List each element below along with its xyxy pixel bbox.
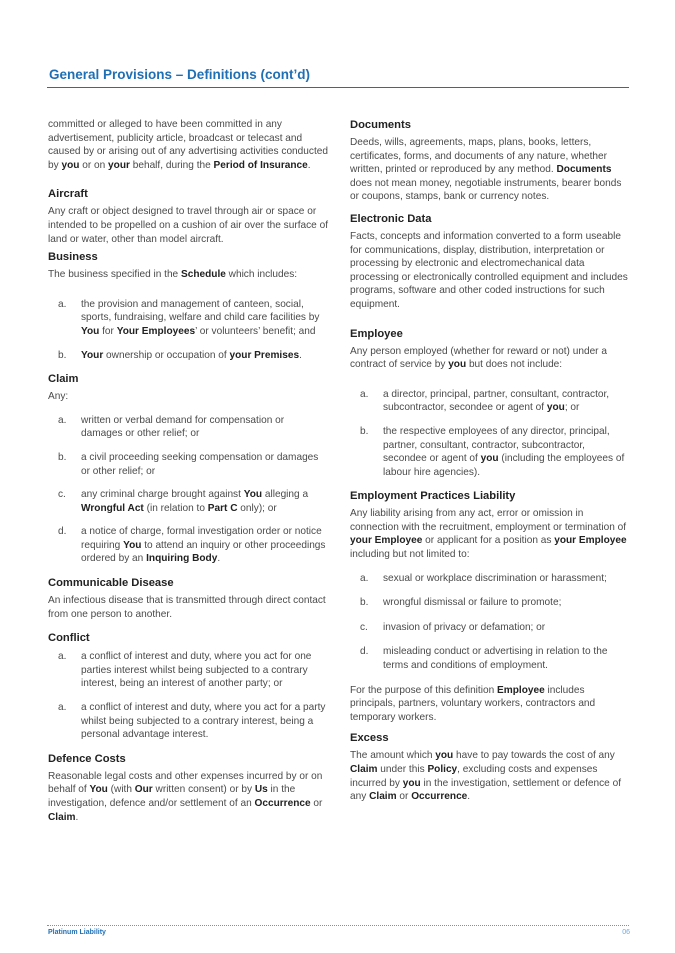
text-run: . bbox=[299, 349, 302, 361]
list-marker: b. bbox=[58, 451, 67, 463]
text-run: for bbox=[99, 325, 117, 337]
list-marker: a. bbox=[360, 572, 369, 584]
text-run: The business specified in the bbox=[48, 269, 181, 281]
list-item bbox=[350, 621, 630, 635]
bold-term: you bbox=[546, 402, 565, 414]
text-run: (in relation to bbox=[143, 502, 208, 514]
left-column bbox=[48, 118, 328, 824]
communicable-disease-definition bbox=[48, 594, 328, 621]
list-item bbox=[48, 349, 328, 363]
bold-term: Our bbox=[134, 784, 153, 796]
list-marker: c. bbox=[360, 621, 368, 633]
text-run: Reasonable legal costs and other expenses incurred by or on behalf of bbox=[48, 770, 323, 796]
text-run: , excluding costs and expenses incurred by bbox=[350, 764, 598, 789]
text-run: a director, principal, partner, consultant, contractor, subcontractor, secondee or agent of bbox=[383, 388, 610, 414]
text-run: Deeds, wills, agreements, maps, plans, books, letters, certificates, forms, and documents of any nature, whether written, printed or reproduced by any method. bbox=[350, 137, 607, 176]
defence-costs-definition bbox=[48, 770, 328, 824]
bold-term: Your bbox=[81, 349, 104, 361]
footer-product-name: Platinum Liability bbox=[48, 929, 106, 936]
bold-term: Your Employees bbox=[116, 325, 196, 337]
heading-conflict: Conflict bbox=[48, 632, 90, 645]
bold-term: your bbox=[108, 159, 130, 171]
text-run: have to pay towards the cost of any bbox=[453, 750, 615, 762]
heading-excess: Excess bbox=[350, 732, 389, 745]
list-marker: a. bbox=[58, 414, 67, 426]
text-run: does not mean money, negotiable instruments, bearer bonds or coupons, stamps, bank or currency notes. bbox=[350, 177, 622, 203]
employment-practices-definition bbox=[350, 507, 630, 561]
text-run: Any person employed (whether for reward or not) under a contract of service by bbox=[350, 345, 607, 371]
text-run: a conflict of interest and duty, where you act for a party whilst being subjected to a contrary interest, being a personal advantage interest. bbox=[81, 702, 326, 741]
list-item bbox=[48, 701, 328, 742]
documents-definition bbox=[350, 136, 630, 204]
advertising-continuation bbox=[48, 118, 328, 172]
bold-term: Policy bbox=[427, 764, 458, 775]
text-run: ownership or occupation of bbox=[103, 349, 230, 361]
bold-term: Documents bbox=[556, 164, 612, 176]
bold-term: Period of Insurance bbox=[213, 159, 308, 171]
text-run: . bbox=[307, 159, 311, 171]
text-run: sexual or workplace discrimination or harassment; bbox=[383, 572, 607, 584]
text-run: written or verbal demand for compensation or damages or other relief; or bbox=[81, 414, 285, 440]
employee-list bbox=[350, 388, 630, 480]
text-run: committed or alleged to have been committed in any advertisement, publicity article, broadcast or telecast and caused by or arising out of any advertising activities conducted by bbox=[48, 119, 328, 171]
bold-term: you bbox=[435, 750, 454, 762]
list-item bbox=[350, 572, 630, 586]
text-run: includes principals, partners, voluntary workers, contractors and temporary workers. bbox=[350, 684, 596, 723]
list-marker: a. bbox=[360, 388, 369, 400]
bold-term: Claim bbox=[350, 764, 378, 775]
bold-term: you bbox=[61, 159, 80, 171]
list-marker: b. bbox=[360, 425, 369, 437]
text-run: Any craft or object designed to travel through air or space or intended to be propelled on a cushion of air over the surface of land or water, other than model aircraft. bbox=[48, 206, 329, 245]
text-run: Any liability arising from any act, error or omission in connection with the recruitment, employment or termination of bbox=[350, 508, 627, 533]
text-run: An infectious disease that is transmitted through direct contact from one person to another. bbox=[48, 595, 326, 620]
aircraft-definition bbox=[48, 205, 328, 246]
list-marker: a. bbox=[58, 702, 67, 714]
text-run: For the purpose of this definition bbox=[350, 684, 498, 696]
list-marker: c. bbox=[58, 489, 66, 501]
text-run: invasion of privacy or defamation; or bbox=[383, 621, 546, 633]
text-run: which includes: bbox=[225, 269, 298, 281]
text-run: alleging a bbox=[262, 489, 309, 501]
list-item bbox=[48, 414, 328, 441]
list-item bbox=[350, 645, 630, 672]
employment-practices-list bbox=[350, 572, 630, 673]
text-run: The amount which bbox=[350, 750, 436, 762]
list-marker: b. bbox=[58, 349, 67, 361]
text-run: or on bbox=[79, 159, 109, 171]
text-run: . bbox=[217, 553, 221, 565]
list-item bbox=[48, 650, 328, 691]
heading-communicable-disease: Communicable Disease bbox=[48, 577, 174, 590]
text-run: written consent) or by bbox=[152, 784, 255, 796]
bold-term: you bbox=[402, 777, 421, 789]
text-run: or bbox=[310, 798, 323, 809]
heading-claim: Claim bbox=[48, 373, 79, 386]
text-run: behalf, during the bbox=[129, 159, 214, 171]
employee-definition bbox=[350, 345, 630, 372]
bold-term: Employee bbox=[497, 684, 545, 696]
text-run: misleading conduct or advertising in relation to the terms and conditions of employment. bbox=[383, 646, 608, 672]
text-run: in the investigation, settlement or defence of any bbox=[350, 777, 622, 803]
text-run: the respective employees of any director, principal, partner, consultant, contractor, subcontractor, secondee or agent of bbox=[383, 425, 610, 465]
bold-term: You bbox=[123, 539, 142, 551]
text-run: any criminal charge brought against bbox=[81, 489, 244, 501]
list-item bbox=[350, 388, 630, 415]
excess-definition bbox=[350, 749, 630, 803]
heading-employment-practices: Employment Practices Liability bbox=[350, 490, 516, 503]
conflict-list bbox=[48, 650, 328, 742]
bold-term: Inquiring Body bbox=[146, 553, 218, 565]
text-run: (including the employees of labour hire agencies). bbox=[383, 453, 625, 478]
bold-term: your Employee bbox=[554, 535, 627, 547]
text-run: wrongful dismissal or failure to promote; bbox=[383, 597, 562, 609]
list-marker: a. bbox=[58, 651, 67, 663]
text-run: a conflict of interest and duty, where you act for one parties interest whilst being subjected to a contrary interest, being an interest of another party; or bbox=[81, 651, 312, 690]
text-run: . bbox=[467, 791, 471, 803]
list-marker: d. bbox=[58, 526, 67, 538]
page-number: 06 bbox=[622, 929, 630, 936]
list-item bbox=[48, 488, 328, 515]
right-column bbox=[350, 118, 630, 804]
heading-defence-costs: Defence Costs bbox=[48, 752, 126, 765]
text-run: the provision and management of canteen, social, sports, fundraising, welfare and child care facilities by bbox=[81, 298, 320, 324]
text-run: ; or bbox=[564, 402, 580, 414]
list-marker: a. bbox=[58, 298, 67, 310]
text-run: in the investigation, defence and/or settlement of an bbox=[48, 784, 296, 809]
bold-term: Occurrence bbox=[254, 798, 311, 809]
text-run: a civil proceeding seeking compensation or damages or other relief; or bbox=[81, 451, 319, 477]
list-item bbox=[48, 525, 328, 566]
text-run: to attend an inquiry or other proceedings ordered by an bbox=[81, 539, 326, 565]
bold-term: You bbox=[81, 325, 100, 337]
page-title: General Provisions – Definitions (cont’d) bbox=[49, 67, 311, 82]
text-run: including but not limited to: bbox=[350, 549, 470, 561]
list-item bbox=[350, 596, 630, 610]
bold-term: Wrongful Act bbox=[81, 502, 144, 514]
bold-term: You bbox=[243, 489, 263, 501]
heading-documents: Documents bbox=[350, 119, 411, 131]
bold-term: you bbox=[480, 453, 499, 465]
list-item bbox=[48, 451, 328, 478]
business-list bbox=[48, 298, 328, 362]
text-run: Facts, concepts and information converted to a form useable for communications, display, distribution, interpretation or processing by electronic and electromechanical data processing or electronically controlled equipment and includes programs, software and other coded instructions for such equipment. bbox=[350, 230, 628, 310]
heading-electronic-data: Electronic Data bbox=[350, 212, 432, 225]
list-item bbox=[48, 298, 328, 339]
bold-term: Part C bbox=[207, 502, 238, 514]
heading-employee: Employee bbox=[350, 327, 403, 340]
bold-term: Schedule bbox=[180, 269, 226, 281]
text-run: (with bbox=[107, 784, 135, 796]
bold-term: you bbox=[448, 359, 467, 371]
bold-term: Claim bbox=[48, 811, 76, 823]
employment-practices-note bbox=[350, 684, 630, 725]
claim-list bbox=[48, 414, 328, 566]
text-run: . bbox=[75, 811, 79, 823]
title-divider bbox=[47, 87, 629, 88]
text-run: Any: bbox=[48, 391, 69, 403]
claim-definition bbox=[48, 390, 328, 404]
list-item bbox=[350, 425, 630, 479]
bold-term: You bbox=[89, 784, 108, 796]
text-run: ’ or volunteers’ benefit; and bbox=[195, 325, 316, 337]
bold-term: your Premises bbox=[229, 349, 300, 361]
text-run: a notice of charge, formal investigation order or notice requiring bbox=[81, 526, 322, 551]
heading-aircraft: Aircraft bbox=[48, 188, 88, 201]
bold-term: your Employee bbox=[350, 535, 423, 547]
bold-term: Us bbox=[254, 784, 268, 796]
text-run: only); or bbox=[237, 502, 277, 514]
text-run: or bbox=[396, 791, 412, 803]
text-run: or applicant for a position as bbox=[422, 535, 555, 547]
text-run: but does not include: bbox=[466, 359, 563, 371]
footer-divider bbox=[47, 925, 629, 926]
bold-term: Claim bbox=[369, 791, 397, 803]
heading-business: Business bbox=[48, 251, 98, 264]
list-marker: b. bbox=[360, 597, 369, 609]
business-definition bbox=[48, 268, 328, 282]
electronic-data-definition bbox=[350, 230, 630, 312]
list-marker: d. bbox=[360, 646, 369, 658]
text-run: under this bbox=[377, 764, 428, 775]
bold-term: Occurrence bbox=[411, 791, 468, 803]
